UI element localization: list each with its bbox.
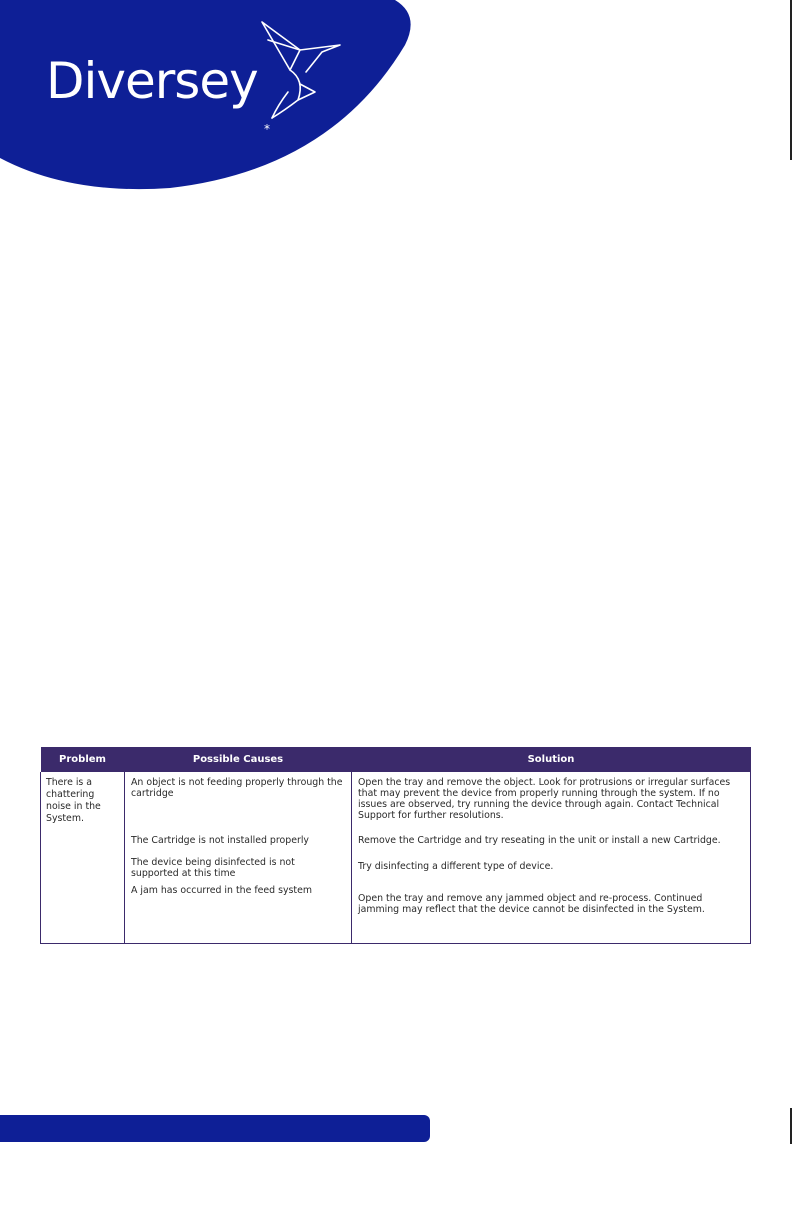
header-solution: Solution [352,747,751,772]
solution-text: Try disinfecting a different type of device. [358,861,554,872]
solution-text: Open the tray and remove any jammed object and re-process. Continued jamming may reflect that the device cannot be disinfected in the System. [358,893,705,915]
cause-text: The device being disinfected is not supported at this time [131,857,295,879]
cause-text: The Cartridge is not installed properly [131,835,309,846]
table-header-row [41,747,751,772]
crop-mark [790,0,792,160]
solution-text: Open the tray and remove the object. Look for protrusions or irregular surfaces that may prevent the device from properly running through the system. If no issues are observed, try running the device through again. Contact Technical Support for further resolutions. [358,777,731,821]
crop-mark [790,1108,792,1144]
footer-bar [0,1115,430,1142]
table-row [41,772,751,944]
solution-text: Remove the Cartridge and try reseating in the unit or install a new Cartridge. [358,835,721,846]
brand-logo: Diversey [46,52,258,110]
solutions-cell [352,772,751,944]
header-possible-causes: Possible Causes [125,747,352,772]
cause-text: An object is not feeding properly through the cartridge [131,777,343,799]
header-problem: Problem [41,747,125,772]
brand-trademark: * [264,122,270,136]
cause-text: A jam has occurred in the feed system [131,885,312,896]
causes-cell [125,772,352,944]
problem-cell [41,772,125,944]
problem-text: There is a chattering noise in the System. [46,777,101,824]
troubleshooting-table [40,747,750,944]
